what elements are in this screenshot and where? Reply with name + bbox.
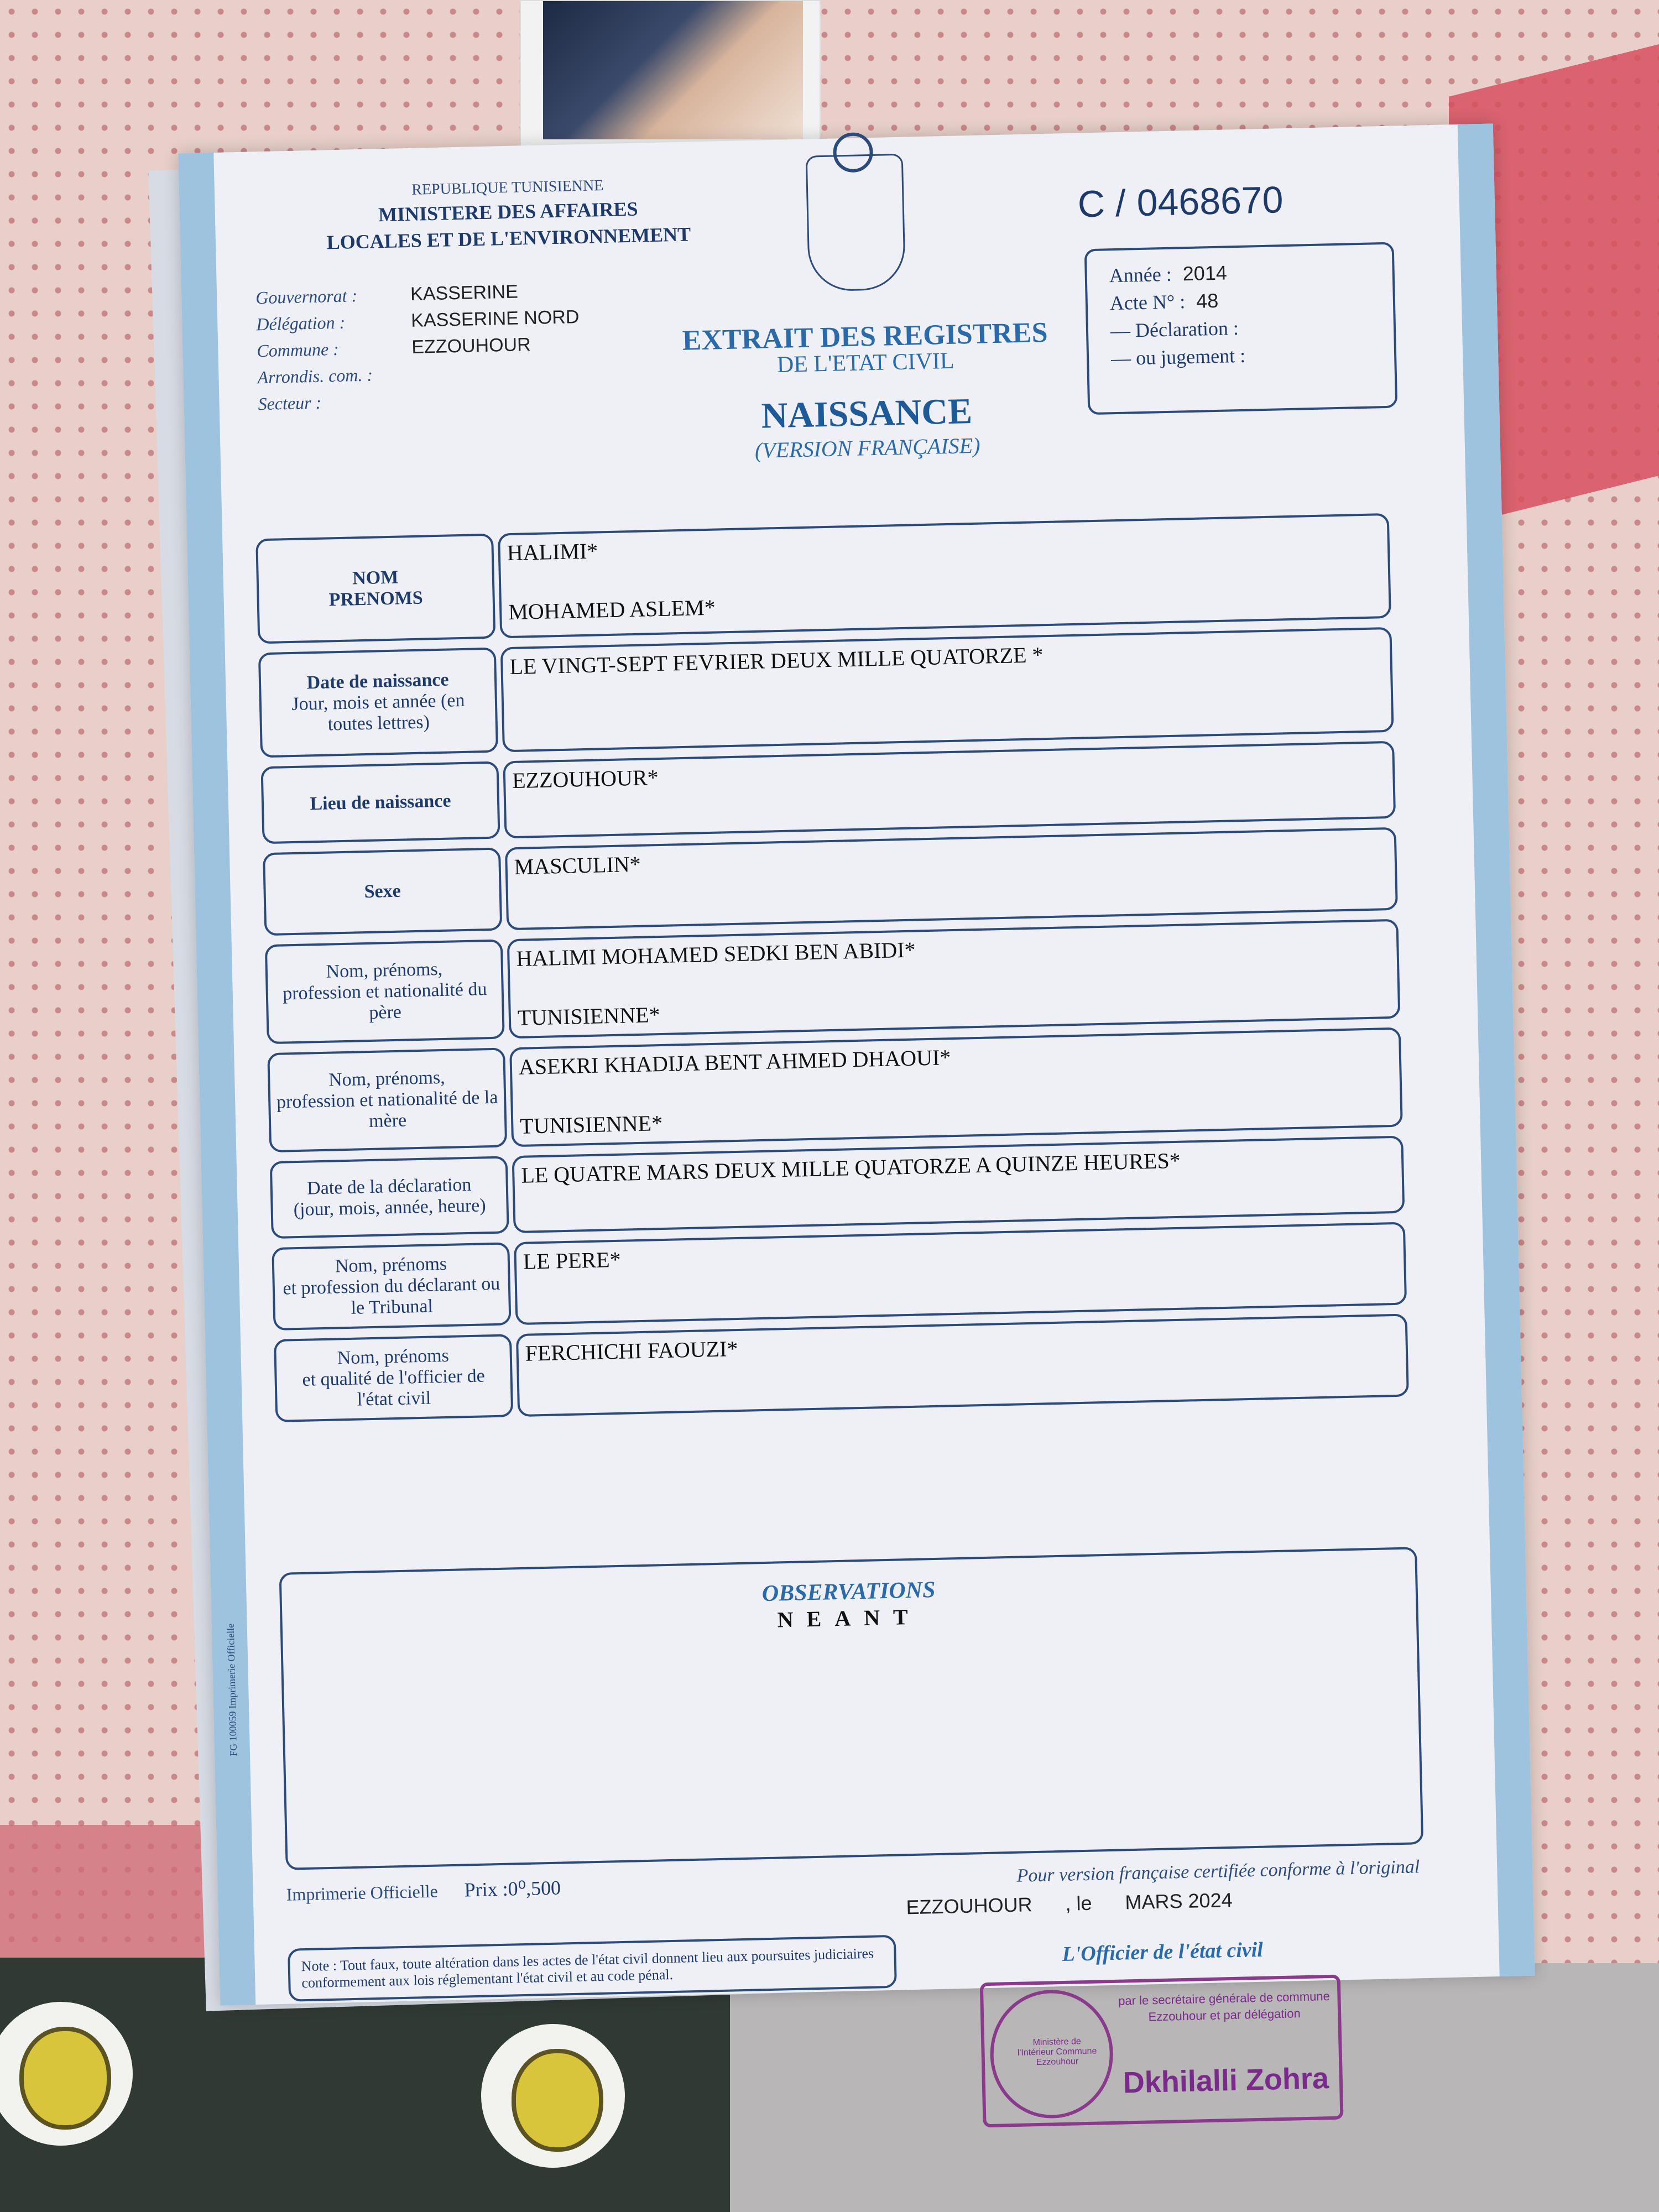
arrondissement-label: Arrondis. com. : <box>257 364 373 388</box>
ministry-line-1: MINISTERE DES AFFAIRES <box>378 197 638 226</box>
title-line-1: EXTRAIT DES REGISTRES <box>682 316 1048 357</box>
acte-label: Acte N° : <box>1109 290 1186 315</box>
birth-certificate <box>178 123 1535 2100</box>
jugement-label: — ou jugement : <box>1110 344 1246 370</box>
issue-place: EZZOUHOUR <box>906 1893 1033 1919</box>
serial-number <box>1077 178 1284 226</box>
issue-date: MARS 2024 <box>1125 1888 1233 1914</box>
serial-prefix: C / <box>1077 182 1126 226</box>
issuer-header <box>286 174 731 255</box>
officer-title: L'Officier de l'état civil <box>1062 1938 1264 1966</box>
document-title <box>638 315 1095 466</box>
field-row <box>258 627 1394 758</box>
observations-title: OBSERVATIONS <box>761 1577 936 1607</box>
secteur-label: Secteur : <box>258 392 322 414</box>
stamp-text: par le secrétaire générale de commune Ezzouhour et par délégation <box>1118 1989 1331 2024</box>
field-value: HALIMI* MOHAMED ASLEM* <box>498 513 1391 639</box>
title-main: NAISSANCE <box>760 390 973 436</box>
act-info-box <box>1084 242 1398 415</box>
coat-of-arms-icon <box>806 154 906 292</box>
declaration-label: — Déclaration : <box>1110 316 1239 342</box>
seal-text: Ministère de l'Intérieur Commune Ezzouhour <box>1017 2037 1097 2068</box>
administrative-info <box>255 277 581 417</box>
issue-place-date <box>906 1888 1266 1919</box>
child-photo <box>520 0 821 152</box>
title-line-2: DE L'ETAT CIVIL <box>776 348 955 378</box>
flower-pattern <box>0 2002 133 2146</box>
annee-value: 2014 <box>1182 261 1228 285</box>
field-value: HALIMI MOHAMED SEDKI BEN ABIDI* TUNISIENNE* <box>507 919 1401 1039</box>
serial-value: 0468670 <box>1136 179 1284 225</box>
observations-box <box>279 1547 1424 1870</box>
issue-le: , le <box>1065 1891 1093 1915</box>
stamp-signatory: Dkhilalli Zohra <box>1123 2062 1329 2100</box>
printer-reference: FG 100059 Imprimerie Officielle <box>225 1623 239 1757</box>
field-label: Nom, prénoms et profession du déclarant ou le Tribunal <box>272 1242 511 1331</box>
field-label: Nom, prénoms, profession et nationalité du père <box>265 939 505 1044</box>
field-label: Nom, prénoms, profession et nationalité de la mère <box>267 1047 507 1152</box>
seal-icon <box>989 1989 1114 2120</box>
field-row <box>263 827 1398 936</box>
field-value: EZZOUHOUR* <box>503 741 1396 839</box>
observations-value: NEANT <box>777 1604 922 1632</box>
field-label: Lieu de naissance <box>261 761 500 844</box>
imprimerie-label: Imprimerie Officielle <box>286 1881 439 1905</box>
ministry-line-2: LOCALES ET DE L'ENVIRONNEMENT <box>326 223 691 254</box>
field-label: Nom, prénoms et qualité de l'officier de l'état civil <box>274 1334 513 1422</box>
acte-value: 48 <box>1196 289 1219 312</box>
field-label: Sexe <box>263 848 502 936</box>
commune-value: EZZOUHOUR <box>411 334 531 358</box>
legal-note: Note : Tout faux, toute altération dans les actes de l'état civil donnent lieu aux poursuites judiciaires conformement aux lois réglementant l'état civil et au code pénal. <box>288 1935 897 2002</box>
field-value: FERCHICHI FAOUZI* <box>516 1314 1409 1417</box>
field-row <box>255 513 1391 644</box>
delegation-label: Délégation : <box>255 312 346 335</box>
field-row <box>267 1027 1403 1152</box>
annee-label: Année : <box>1109 263 1172 287</box>
field-label: Date de la déclaration (jour, mois, année, heure) <box>270 1156 509 1239</box>
field-value: LE QUATRE MARS DEUX MILLE QUATORZE A QUINZE HEURES* <box>512 1136 1405 1234</box>
field-value: ASEKRI KHADIJA BENT AHMED DHAOUI* TUNISIENNE* <box>509 1027 1403 1147</box>
field-value: LE PERE* <box>514 1222 1407 1326</box>
red-fabric-patch <box>0 1825 232 1969</box>
gouvernorat-value: KASSERINE <box>410 281 519 305</box>
field-row <box>270 1136 1405 1239</box>
delegation-value: KASSERINE NORD <box>410 306 580 331</box>
field-row <box>274 1314 1409 1422</box>
field-row <box>261 741 1396 844</box>
field-value: LE VINGT-SEPT FEVRIER DEUX MILLE QUATORZE * <box>500 627 1394 753</box>
price: Prix :0⁰,500 <box>464 1876 561 1901</box>
gouvernorat-label: Gouvernorat : <box>255 285 358 308</box>
field-label: Date de naissance Jour, mois et année (en toutes lettres) <box>258 648 498 758</box>
field-label: NOM PRENOMS <box>255 534 495 644</box>
field-value: MASCULIN* <box>505 827 1398 931</box>
record-fields <box>255 513 1409 1431</box>
republic-text: REPUBLIQUE TUNISIENNE <box>411 176 604 199</box>
title-version: (VERSION FRANÇAISE) <box>754 432 981 463</box>
field-row <box>265 919 1401 1044</box>
commune-label: Commune : <box>257 338 340 361</box>
certification-text: Pour version française certifiée conforme à l'original <box>1016 1856 1420 1886</box>
flower-pattern <box>481 2024 625 2168</box>
official-stamp <box>980 1975 1344 2128</box>
field-row <box>272 1222 1407 1331</box>
